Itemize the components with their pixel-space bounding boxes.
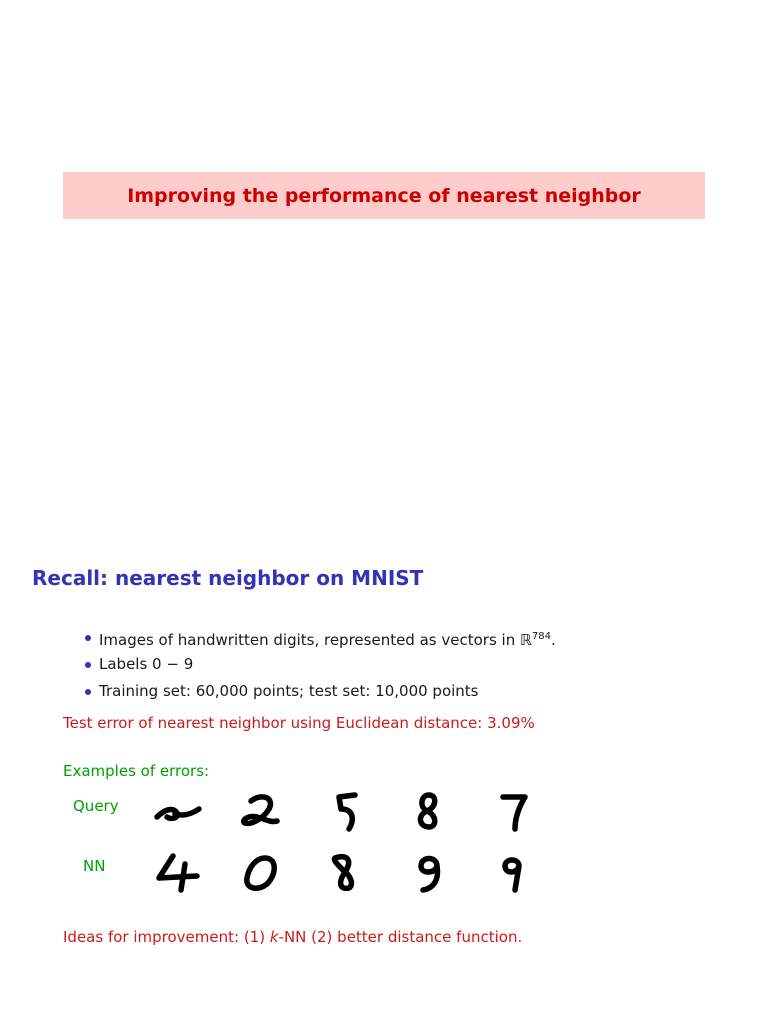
- bullet-item: Training set: 60,000 points; test set: 10,000 points: [82, 680, 556, 707]
- digit-image: [303, 787, 387, 835]
- bullet-icon: [85, 689, 91, 695]
- bullet-item: Images of handwritten digits, represented as vectors in ℝ$^{784}$.: [82, 626, 556, 653]
- nn-digit-row: [135, 848, 555, 896]
- query-digit-row: [135, 787, 555, 835]
- math-reals: ℝ: [519, 631, 532, 649]
- bullet-list: [82, 626, 556, 707]
- digit-image: [387, 848, 471, 896]
- math-exponent: 784: [531, 631, 551, 642]
- digit-image: [219, 848, 303, 896]
- test-error-text: Test error of nearest neighbor using Euclidean distance: 3.09%: [63, 714, 535, 732]
- digit-image: [471, 787, 555, 835]
- bullet-icon: [85, 662, 91, 668]
- digit-image: [135, 787, 219, 835]
- digit-image: [135, 848, 219, 896]
- bullet-item: Labels 0 − 9: [82, 653, 556, 680]
- slide-title: Improving the performance of nearest neighbor: [127, 184, 641, 207]
- section-title: Recall: nearest neighbor on MNIST: [32, 566, 424, 590]
- digit-image: [303, 848, 387, 896]
- k-variable: k: [269, 928, 279, 946]
- bullet-icon: [85, 635, 91, 641]
- digit-image: [219, 787, 303, 835]
- ideas-text: Ideas for improvement: (1) k-NN (2) better distance function.: [63, 928, 523, 946]
- title-banner: [63, 172, 705, 219]
- digit-image: [471, 848, 555, 896]
- examples-label: Examples of errors:: [63, 762, 210, 780]
- query-label: Query: [73, 797, 119, 815]
- nn-label: NN: [83, 857, 106, 875]
- digit-image: [387, 787, 471, 835]
